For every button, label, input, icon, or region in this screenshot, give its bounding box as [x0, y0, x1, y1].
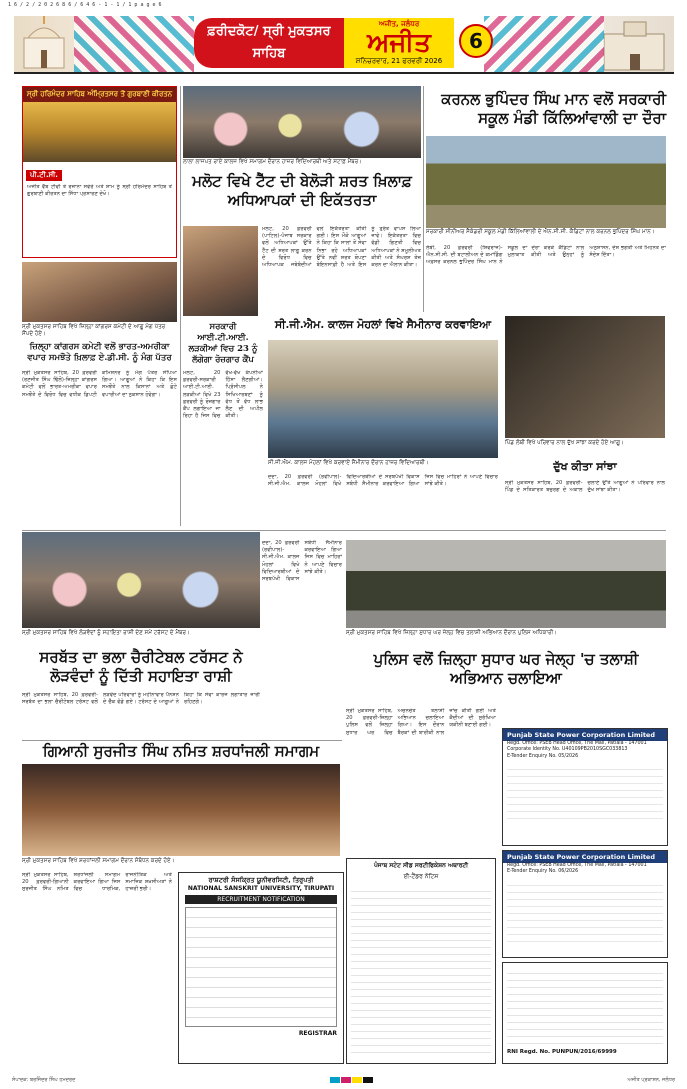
pspcl-ad-2-line: Regd. Office: PSEB Head Office, The Mall, Patiala - 147001: [507, 863, 647, 868]
condolence-text: ਸ੍ਰੀ ਮੁਕਤਸਰ ਸਾਹਿਬ, 20 ਫ਼ਰਵਰੀ-ਪਿੰਡ ਦੇ ਸਤਿਕਾਰਤ ਬਜ਼ੁਰਗ ਦੇ ਅਕਾਲ ਚਲਾਣੇ ਉੱਤੇ ਆਗੂਆਂ ਨੇ ਪਰਿਵਾਰ ਨਾਲ ਦੁੱਖ ਸਾਂਝਾ ਕੀਤਾ।: [505, 480, 665, 494]
pspcl-ad-1-line: Regd. Office: PSEB Head Office, The Mall, Patiala - 147001: [507, 741, 647, 746]
main-headline: ਮਲੋਟ ਵਿਖੇ ਟੈੱਟ ਦੀ ਬੇਲੋੜੀ ਸ਼ਰਤ ਖ਼ਿਲਾਫ਼ ਅਧਿਆਪਕਾਂ ਦੀ ਇਕੱਤਰਤਾ: [192, 172, 412, 209]
trust-caption: ਸ੍ਰੀ ਮੁਕਤਸਰ ਸਾਹਿਬ ਵਿਖੇ ਲੋੜਵੰਦਾਂ ਨੂੰ ਸਹਾਇਤਾ ਰਾਸ਼ੀ ਦੇਣ ਸਮੇਂ ਟਰੱਸਟ ਦੇ ਮੈਂਬਰ।: [22, 630, 190, 636]
tribute-text: ਸ੍ਰੀ ਮੁਕਤਸਰ ਸਾਹਿਬ, 20 ਫ਼ਰਵਰੀ-ਗਿਆਨੀ ਸੁਰਜੀਤ ਸਿੰਘ ਨਮਿਤ ਸ਼ਰਧਾਂਜਲੀ ਸਮਾਗਮ ਕਰਵਾਇਆ ਗਿਆ ਜਿਸ ਵਿਚ ਧਾਰਮਿਕ, ਰਾਜਨੀਤਿਕ ਅਤੇ ਸਮਾਜਿਕ ਸ਼ਖ਼ਸੀਅਤਾਂ ਨੇ ਹਾਜ਼ਰੀ ਭਰੀ।: [22, 872, 172, 893]
row-rule: [22, 530, 666, 531]
seminar-text: ਦੋਦਾ, 20 ਫ਼ਰਵਰੀ (ਰਵੀਪਾਲ)-ਸੀ.ਜੀ.ਐਮ. ਕਾਲਜ ਮੋਹਲਾਂ ਵਿਖੇ ਵਿਦਿਆਰਥੀਆਂ ਦੇ ਸਰਬਪੱਖੀ ਵਿਕਾਸ ਸਬੰਧੀ ਸੈਮੀਨਾਰ ਕਰਵਾਇਆ ਗਿਆ ਜਿਸ ਵਿਚ ਮਾਹਿਰਾਂ ਨੇ ਆਪਣੇ ਵਿਚਾਰ ਸਾਂਝੇ ਕੀਤੇ।: [268, 474, 498, 488]
university-name-en: NATIONAL SANSKRIT UNIVERSITY, TIRUPATI: [187, 885, 335, 892]
tribute-caption: ਸ੍ਰੀ ਮੁਕਤਸਰ ਸਾਹਿਬ ਵਿਖੇ ਸ਼ਰਧਾਂਜਲੀ ਸਮਾਗਮ ਦੌਰਾਨ ਸੰਬੋਧਨ ਕਰਦੇ ਹੋਏ।: [22, 858, 175, 864]
colonel-headline: ਕਰਨਲ ਭੁਪਿੰਦਰ ਸਿੰਘ ਮਾਨ ਵਲੋਂ ਸਰਕਾਰੀ ਸਕੂਲ ਮੰਡੀ ਕਿੱਲਿਆਂਵਾਲੀ ਦਾ ਦੌਰਾ: [441, 90, 666, 127]
gurbani-ad-channel: ਪੀ.ਟੀ.ਸੀ.: [26, 170, 62, 181]
pspcl-ad-1: [502, 728, 668, 846]
police-search-caption: ਸ੍ਰੀ ਮੁਕਤਸਰ ਸਾਹਿਬ ਵਿਖੇ ਜ਼ਿਲ੍ਹਾ ਸੁਧਾਰ ਘਰ ਜੇਲ੍ਹ ਵਿਚ ਤਲਾਸ਼ੀ ਅਭਿਆਨ ਦੌਰਾਨ ਪੁਲਿਸ ਅਧਿਕਾਰੀ।: [346, 630, 557, 636]
cyan-swatch: [330, 1077, 340, 1083]
seminar-photo: [268, 340, 498, 458]
gurbani-ad: [22, 86, 177, 258]
pspcl-ad-2-title: Punjab State Power Corporation Limited: [503, 851, 667, 863]
column-rule: [180, 86, 181, 526]
row-rule: [22, 740, 342, 741]
congress-headline: ਜ਼ਿਲ੍ਹਾ ਕਾਂਗਰਸ ਕਮੇਟੀ ਵਲੋਂ ਭਾਰਤ-ਅਮਰੀਕਾ ਵਪਾਰ ਸਮਝੌਤੇ ਖ਼ਿਲਾਫ਼ ਏ.ਡੀ.ਸੀ. ਨੂੰ ਮੰਗ ਪੱਤਰ: [27, 342, 172, 363]
university-recruitment-ad: [178, 872, 344, 1064]
magenta-swatch: [341, 1077, 351, 1083]
police-search-headline: ਪੁਲਿਸ ਵਲੋਂ ਜ਼ਿਲ੍ਹਾ ਸੁਧਾਰ ਘਰ ਜੇਲ੍ਹ 'ਚ ਤਲਾਸ਼ੀ ਅਭਿਆਨ ਚਲਾਇਆ: [373, 650, 639, 687]
footer-left: ਸੰਪਾਦਕ: ਬਰਜਿੰਦਰ ਸਿੰਘ ਹਮਦਰਦ: [12, 1077, 76, 1083]
issue-date: ਸ਼ਨਿਚਰਵਾਰ, 21 ਫਰਵਰੀ 2026: [355, 57, 443, 65]
seminar-headline: ਸੀ.ਜੀ.ਐਮ. ਕਾਲਜ ਮੋਹਲਾਂ ਵਿਖੇ ਸੈਮੀਨਾਰ ਕਰਵਾਇਆ: [274, 318, 492, 331]
masthead: [14, 16, 674, 74]
college-event-caption: ਲਾਲਾ ਲਾਜਪਤ ਰਾਏ ਕਾਲਜ ਵਿਖੇ ਸਮਾਗਮ ਦੌਰਾਨ ਹਾਜ਼ਰ ਵਿਦਿਆਰਥੀ ਅਤੇ ਸਟਾਫ਼ ਮੈਂਬਰ।: [183, 159, 362, 165]
page-number: 6: [459, 24, 493, 58]
colonel-story-text: ਲੰਬੀ, 20 ਫ਼ਰਵਰੀ (ਸ਼ਿਵਰਾਜ)-ਐਨ.ਸੀ.ਸੀ. ਦੀ ਬਟਾਲੀਅਨ ਦੇ ਕਮਾਂਡਿੰਗ ਅਫ਼ਸਰ ਕਰਨਲ ਭੁਪਿੰਦਰ ਸਿੰਘ ਮਾਨ ਨੇ ਸਕੂਲ ਦਾ ਦੌਰਾ ਕਰਕੇ ਕੈਡਿਟਾਂ ਨਾਲ ਮੁਲਾਕਾਤ ਕੀਤੀ ਅਤੇ ਉਨ੍ਹਾਂ ਨੂੰ ਅਨੁਸ਼ਾਸਨ, ਦੇਸ਼ ਭਗਤੀ ਅਤੇ ਮਿਹਨਤ ਦਾ ਸੰਦੇਸ਼ ਦਿੱਤਾ।: [426, 245, 666, 266]
pspcl-ad-2-line: E-Tender Enquiry No. 06/2026: [507, 869, 579, 875]
recruitment-title: RECRUITMENT NOTIFICATION: [185, 895, 337, 904]
seminar-text-continued: ਦੋਦਾ, 20 ਫ਼ਰਵਰੀ (ਰਵੀਪਾਲ)-ਸੀ.ਜੀ.ਐਮ. ਕਾਲਜ ਮੋਹਲਾਂ ਵਿਖੇ ਵਿਦਿਆਰਥੀਆਂ ਦੇ ਸਰਬਪੱਖੀ ਵਿਕਾਸ ਸਬੰਧੀ ਸੈਮੀਨਾਰ ਕਰਵਾਇਆ ਗਿਆ ਜਿਸ ਵਿਚ ਮਾਹਿਰਾਂ ਨੇ ਆਪਣੇ ਵਿਚਾਰ ਸਾਂਝੇ ਕੀਤੇ।: [262, 540, 342, 583]
pspcl-ad-1-line: Corporate Identity No. U40109PB2010SGC033813: [507, 747, 628, 753]
ncc-cadets-photo: [426, 136, 666, 228]
golden-temple-photo: [23, 102, 176, 162]
footer-right: ਅਜੀਤ ਪ੍ਰਕਾਸ਼ਨ, ਜਲੰਧਰ: [627, 1077, 675, 1083]
page-footer: [0, 1074, 687, 1089]
rni-number: RNI Regd. No. PUNPUN/2016/69999: [507, 1049, 617, 1055]
pspcl-ad-1-line: E-Tender Enquiry No. 05/2026: [507, 753, 579, 759]
pspcl-ad-1-title: Punjab State Power Corporation Limited: [503, 729, 667, 741]
black-swatch: [363, 1077, 373, 1083]
job-camp-text: ਮਲੋਟ, 20 ਫ਼ਰਵਰੀ-ਸਰਕਾਰੀ ਆਈ.ਟੀ.ਆਈ. ਲੜਕੀਆਂ ਵਿਖੇ 23 ਫ਼ਰਵਰੀ ਨੂੰ ਰੋਜ਼ਗਾਰ ਕੈਂਪ ਲਗਾਇਆ ਜਾ ਰਿਹਾ ਹੈ ਜਿਸ ਵਿਚ ਵੱਖ-ਵੱਖ ਕੰਪਨੀਆਂ ਹਿੱਸਾ ਲੈਣਗੀਆਂ। ਪ੍ਰਿੰਸੀਪਲ ਨੇ ਸਿਖਿਆਰਥਣਾਂ ਨੂੰ ਵੱਧ ਤੋਂ ਵੱਧ ਲਾਭ ਲੈਣ ਦੀ ਅਪੀਲ ਕੀਤੀ।: [183, 370, 263, 420]
trust-text: ਸ੍ਰੀ ਮੁਕਤਸਰ ਸਾਹਿਬ, 20 ਫ਼ਰਵਰੀ-ਸਰਬੱਤ ਦਾ ਭਲਾ ਚੈਰੀਟੇਬਲ ਟਰੱਸਟ ਵਲੋਂ ਲੋੜਵੰਦ ਪਰਿਵਾਰਾਂ ਨੂੰ ਮਹੀਨਾਵਾਰ ਪੈਨਸ਼ਨ ਦੇ ਚੈੱਕ ਵੰਡੇ ਗਏ। ਟਰੱਸਟ ਦੇ ਆਗੂਆਂ ਨੇ ਕਿਹਾ ਕਿ ਸੇਵਾ ਕਾਰਜ ਲਗਾਤਾਰ ਜਾਰੀ ਰਹਿਣਗੇ।: [22, 692, 260, 706]
seed-notice-title: ਪੰਜਾਬ ਸਟੇਟ ਸੀਡ ਸਰਟੀਫਿਕੇਸ਼ਨ ਅਥਾਰਟੀ: [373, 862, 469, 869]
university-name-pa: ਰਾਸ਼ਟਰੀ ਸੰਸਕ੍ਰਿਤ ਯੂਨੀਵਰਸਿਟੀ, ਤਿਰੁਪਤੀ: [208, 876, 314, 884]
congress-photo: [22, 262, 177, 322]
seed-notice-sub: ਈ-ਟੈਂਡਰ ਨੋਟਿਸ: [403, 873, 439, 880]
classified-notice: [502, 962, 668, 1064]
masthead-pattern-left: [74, 16, 194, 72]
seminar-caption: ਸੀ.ਜੀ.ਐਮ. ਕਾਲਜ ਮੋਹਲਾਂ ਵਿਖੇ ਕਰਵਾਏ ਸੈਮੀਨਾਰ ਦੌਰਾਨ ਹਾਜ਼ਰ ਵਿਦਿਆਰਥੀ।: [268, 460, 429, 466]
brand-logo: ਅਜੀਤ: [367, 28, 431, 58]
teachers-photo: [183, 226, 258, 316]
registrar-sign: REGISTRAR: [298, 1030, 337, 1037]
job-camp-headline: ਸਰਕਾਰੀ ਆਈ.ਟੀ.ਆਈ. ਲੜਕੀਆਂ ਵਿਚ 23 ਨੂੰ ਲੱਗੇਗਾ ਰੋਜ਼ਗਾਰ ਕੈਂਪ: [188, 322, 258, 365]
print-registration-strip: 1 6 / 2 / 2 0 2 6 8 6 / 6 4 6 - 1 - 1 / 1 p a g e 6: [8, 2, 162, 8]
gurbani-ad-text: ਅਜੀਤ ਵੈੱਬ ਟੀਵੀ ਤੇ ਰੋਜ਼ਾਨਾ ਸਵੇਰੇ ਅਤੇ ਸ਼ਾਮ ਨੂੰ ਸ੍ਰੀ ਹਰਿਮੰਦਰ ਸਾਹਿਬ ਤੋਂ ਗੁਰਬਾਣੀ ਕੀਰਤਨ ਦਾ ਸਿੱਧਾ ਪ੍ਰਸਾਰਣ ਦੇਖੋ।: [27, 184, 172, 198]
seed-tender-notice: [346, 858, 496, 1064]
column-rule: [423, 86, 424, 312]
brand-tagline: ਅਜੀਤ, ਜਲੰਧਰ: [378, 20, 420, 28]
recruitment-table: [185, 907, 337, 1027]
trust-headline: ਸਰਬੱਤ ਦਾ ਭਲਾ ਚੈਰੀਟੇਬਲ ਟਰੱਸਟ ਨੇ ਲੋੜਵੰਦਾਂ ਨੂੰ ਦਿੱਤੀ ਸਹਾਇਤਾ ਰਾਸ਼ੀ: [39, 648, 243, 685]
college-event-photo: [183, 86, 421, 158]
condolence-caption: ਪਿੰਡ ਲੰਬੀ ਵਿਖੇ ਪਰਿਵਾਰ ਨਾਲ ਦੁੱਖ ਸਾਂਝਾ ਕਰਦੇ ਹੋਏ ਆਗੂ।: [505, 440, 624, 446]
congress-caption: ਸ੍ਰੀ ਮੁਕਤਸਰ ਸਾਹਿਬ ਵਿਖੇ ਜ਼ਿਲ੍ਹਾ ਕਾਂਗਰਸ ਕਮੇਟੀ ਦੇ ਆਗੂ ਮੰਗ ਪੱਤਰ ਸੌਂਪਦੇ ਹੋਏ।: [22, 324, 166, 337]
yellow-swatch: [352, 1077, 362, 1083]
main-story-text: ਮਲੋਟ, 20 ਫ਼ਰਵਰੀ (ਪਾਟਿਲ)-ਪੰਜਾਬ ਸਰਕਾਰ ਵਲੋਂ ਅਧਿਆਪਕਾਂ ਉੱਤੇ ਟੈੱਟ ਦੀ ਸ਼ਰਤ ਲਾਗੂ ਕਰਨ ਦੇ ਵਿਰੋਧ ਵਿਚ ਅਧਿਆਪਕ ਜਥੇਬੰਦੀਆਂ ਵਲੋਂ ਇਕੱਤਰਤਾ ਕੀਤੀ ਗਈ। ਇਸ ਮੌਕੇ ਆਗੂਆਂ ਨੇ ਕਿਹਾ ਕਿ ਸਾਲਾਂ ਤੋਂ ਸੇਵਾ ਨਿਭਾ ਰਹੇ ਅਧਿਆਪਕਾਂ ਉੱਤੇ ਨਵੀਂ ਸ਼ਰਤ ਥੋਪਣਾ ਬੇਇਨਸਾਫ਼ੀ ਹੈ ਅਤੇ ਇਸ ਨੂੰ ਤੁਰੰਤ ਵਾਪਸ ਲਿਆ ਜਾਵੇ। ਇਕੱਤਰਤਾ ਵਿਚ ਵੱਡੀ ਗਿਣਤੀ ਵਿਚ ਅਧਿਆਪਕਾਂ ਨੇ ਸ਼ਮੂਲੀਅਤ ਕੀਤੀ ਅਤੇ ਸੰਘਰਸ਼ ਤੇਜ਼ ਕਰਨ ਦਾ ਐਲਾਨ ਕੀਤਾ।: [262, 226, 421, 269]
seed-notice-body: [351, 885, 491, 1053]
pspcl-ad-2: [502, 850, 668, 958]
condolence-headline: ਦੁੱਖ ਕੀਤਾ ਸਾਂਝਾ: [553, 460, 617, 473]
trust-photo: [22, 532, 260, 628]
edition-region: ਫ਼ਰੀਦਕੋਟ/ ਸ੍ਰੀ ਮੁਕਤਸਰ ਸਾਹਿਬ: [194, 18, 344, 68]
pspcl-ad-1-table: [507, 763, 663, 823]
congress-story-text: ਸ੍ਰੀ ਮੁਕਤਸਰ ਸਾਹਿਬ, 20 ਫ਼ਰਵਰੀ (ਰਣਜੀਤ ਸਿੰਘ ਢਿੱਲੋਂ)-ਜ਼ਿਲ੍ਹਾ ਕਾਂਗਰਸ ਕਮੇਟੀ ਵਲੋਂ ਭਾਰਤ-ਅਮਰੀਕਾ ਵਪਾਰ ਸਮਝੌਤੇ ਦੇ ਵਿਰੋਧ ਵਿਚ ਵਧੀਕ ਡਿਪਟੀ ਕਮਿਸ਼ਨਰ ਨੂੰ ਮੰਗ ਪੱਤਰ ਸੌਂਪਿਆ ਗਿਆ। ਆਗੂਆਂ ਨੇ ਕਿਹਾ ਕਿ ਇਸ ਸਮਝੌਤੇ ਨਾਲ ਕਿਸਾਨਾਂ ਅਤੇ ਛੋਟੇ ਵਪਾਰੀਆਂ ਦਾ ਨੁਕਸਾਨ ਹੋਵੇਗਾ।: [22, 370, 177, 398]
pspcl-ad-2-table: [507, 879, 663, 943]
color-swatches: [329, 1077, 373, 1086]
masthead-pattern-right: [484, 16, 604, 72]
tribute-photo: [22, 764, 340, 856]
condolence-photo: [505, 316, 665, 438]
police-search-photo: [346, 540, 666, 628]
tribute-headline: ਗਿਆਨੀ ਸੁਰਜੀਤ ਸਿੰਘ ਨਮਿਤ ਸ਼ਰਧਾਂਜਲੀ ਸਮਾਗਮ: [42, 742, 320, 760]
brand-block: [344, 18, 454, 68]
gurbani-ad-banner: ਸ੍ਰੀ ਹਰਿਮੰਦਰ ਸਾਹਿਬ ਅੰਮ੍ਰਿਤਸਰ ਤੋਂ ਗੁਰਬਾਣੀ ਕੀਰਤਨ: [23, 87, 176, 102]
gurdwara-illustration: [14, 16, 74, 72]
police-search-text: ਸ੍ਰੀ ਮੁਕਤਸਰ ਸਾਹਿਬ, 20 ਫ਼ਰਵਰੀ-ਜ਼ਿਲ੍ਹਾ ਪੁਲਿਸ ਵਲੋਂ ਜ਼ਿਲ੍ਹਾ ਸੁਧਾਰ ਘਰ ਵਿਚ ਅਚਨਚੇਤ ਤਲਾਸ਼ੀ ਅਭਿਆਨ ਚਲਾਇਆ ਗਿਆ। ਇਸ ਦੌਰਾਨ ਬੈਰਕਾਂ ਦੀ ਬਾਰੀਕੀ ਨਾਲ ਜਾਂਚ ਕੀਤੀ ਗਈ ਅਤੇ ਕੈਦੀਆਂ ਦੀ ਸੁਰੱਖਿਆ ਯਕੀਨੀ ਬਣਾਈ ਗਈ।: [346, 708, 496, 736]
ncc-cadets-caption: ਸਰਕਾਰੀ ਸੀਨੀਅਰ ਸੈਕੰਡਰੀ ਸਕੂਲ ਮੰਡੀ ਕਿੱਲਿਆਂਵਾਲੀ ਦੇ ਐਨ.ਸੀ.ਸੀ. ਕੈਡਿਟਾਂ ਨਾਲ ਕਰਨਲ ਭੁਪਿੰਦਰ ਸਿੰਘ ਮਾਨ।: [426, 229, 655, 235]
classified-notice-body: [507, 967, 663, 1045]
